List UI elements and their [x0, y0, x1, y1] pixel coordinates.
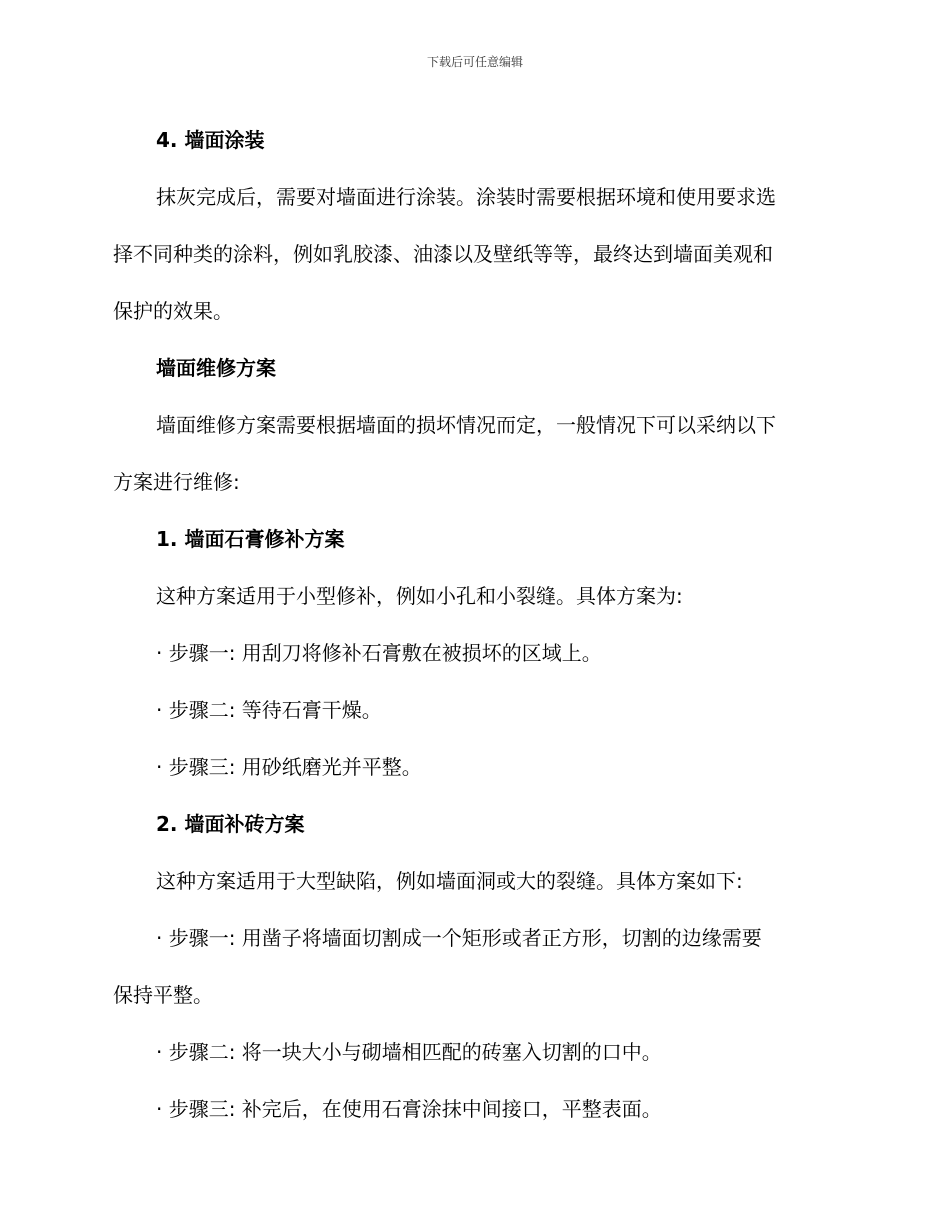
paragraph-plaster-intro: 这种方案适用于小型修补，例如小孔和小裂缝。具体方案为: — [156, 584, 683, 608]
section-heading-brick-repair: 2. 墙面补砖方案 — [156, 812, 305, 836]
document-body — [113, 112, 833, 1138]
paragraph-repair-line-1: 墙面维修方案需要根据墙面的损坏情况而定，一般情况下可以采纳以下 — [156, 413, 776, 437]
list-item-brick-step-2: · 步骤二: 将一块大小与砌墙相匹配的砖塞入切割的口中。 — [156, 1040, 662, 1064]
paragraph-brick-intro: 这种方案适用于大型缺陷，例如墙面洞或大的裂缝。具体方案如下: — [156, 869, 743, 893]
list-item-brick-step-1-line-2: 保持平整。 — [113, 983, 213, 1007]
list-item-plaster-step-1: · 步骤一: 用刮刀将修补石膏敷在被损坏的区域上。 — [156, 641, 602, 665]
paragraph-repair-line-2: 方案进行维修: — [113, 470, 240, 494]
page-header-note: 下载后可任意编辑 — [426, 55, 523, 69]
list-item-brick-step-3: · 步骤三: 补完后，在使用石膏涂抹中间接口，平整表面。 — [156, 1097, 662, 1121]
paragraph-coating-line-3: 保护的效果。 — [113, 299, 233, 323]
list-item-brick-step-1-line-1: · 步骤一: 用凿子将墙面切割成一个矩形或者正方形，切割的边缘需要 — [156, 926, 762, 950]
list-item-plaster-step-3: · 步骤三: 用砂纸磨光并平整。 — [156, 755, 422, 779]
list-item-plaster-step-2: · 步骤二: 等待石膏干燥。 — [156, 698, 382, 722]
section-heading-wall-repair: 墙面维修方案 — [156, 356, 276, 380]
paragraph-coating-line-1: 抹灰完成后，需要对墙面进行涂装。涂装时需要根据环境和使用要求选 — [156, 185, 776, 209]
paragraph-coating-line-2: 择不同种类的涂料，例如乳胶漆、油漆以及壁纸等等，最终达到墙面美观和 — [113, 242, 773, 266]
section-heading-wall-coating: 4. 墙面涂装 — [156, 128, 265, 152]
section-heading-plaster-repair: 1. 墙面石膏修补方案 — [156, 527, 345, 551]
